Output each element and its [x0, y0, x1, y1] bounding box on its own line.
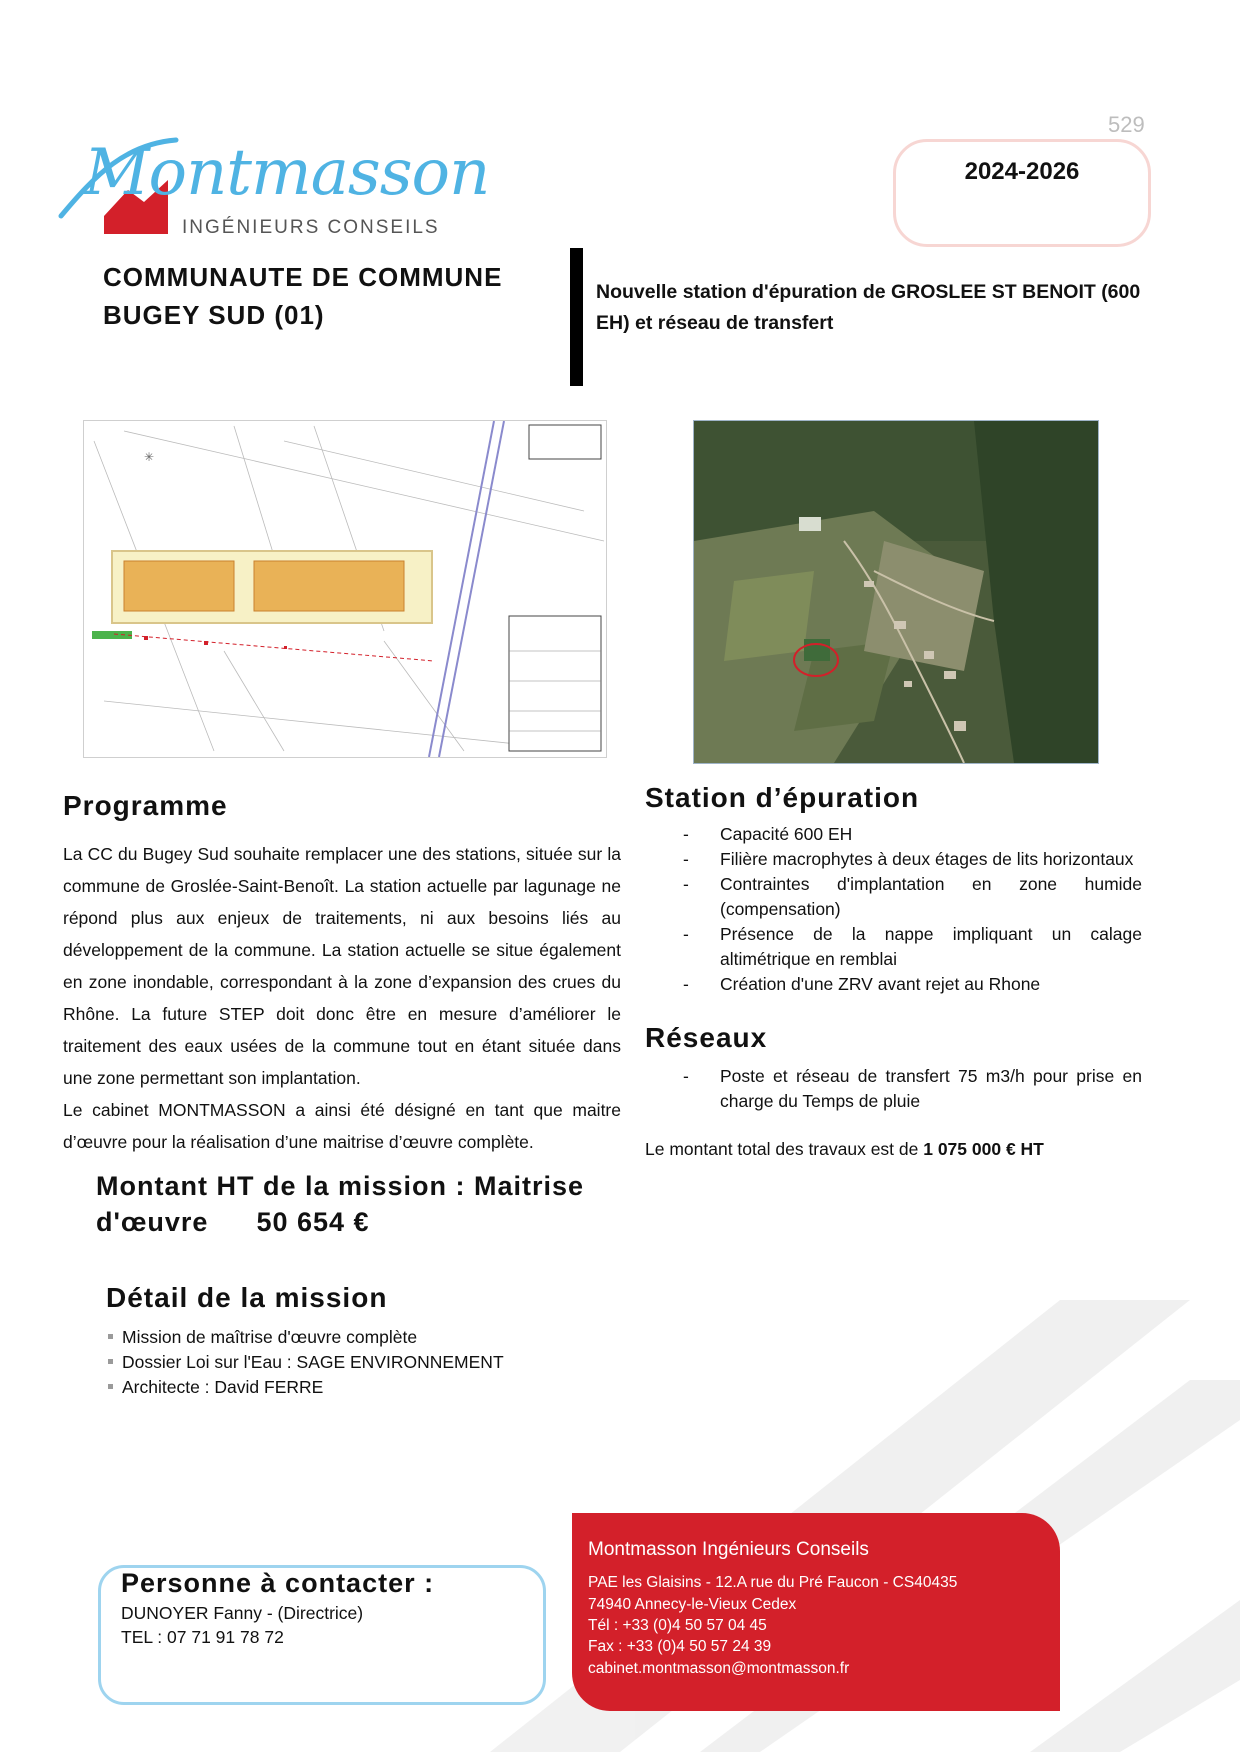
contact-title: Personne à contacter :: [121, 1568, 435, 1598]
detail-list: [108, 1325, 504, 1400]
list-item: - Poste et réseau de transfert 75 m3/h pour prise en charge du Temps de pluie: [645, 1064, 1142, 1114]
station-list: [645, 822, 1142, 997]
mission-amount-value: 50 654 €: [256, 1207, 370, 1237]
mission-amount-label: d'œuvre: [96, 1207, 209, 1237]
programme-text: [63, 838, 621, 1158]
client-name: [103, 258, 573, 334]
total-value: 1 075 000 € HT: [923, 1139, 1044, 1159]
separator-bar: [570, 248, 583, 386]
client-line-1: COMMUNAUTE DE COMMUNE: [103, 262, 503, 292]
footer-email[interactable]: cabinet.montmasson@montmasson.fr: [588, 1660, 850, 1677]
period-text: 2024-2026: [964, 158, 1080, 185]
montmasson-logo: [56, 134, 516, 244]
total-amount: [645, 1139, 1044, 1160]
reseaux-title: Réseaux: [645, 1022, 768, 1053]
list-item: - Contraintes d'implantation en zone humide (compensation): [645, 872, 1142, 922]
period-box: [893, 139, 1151, 247]
detail-title: Détail de la mission: [106, 1282, 388, 1313]
mission-amount-line-1: Montant HT de la mission : Maitrise: [96, 1171, 585, 1201]
list-item: - Capacité 600 EH: [645, 822, 1142, 847]
svg-text:✳: ✳: [144, 450, 155, 464]
project-title: Nouvelle station d'épuration de GROSLEE ST BENOIT (600 EH) et réseau de transfert: [596, 281, 1141, 334]
footer-address-1: PAE les Glaisins - 12.A rue du Pré Faucon - CS40435: [588, 1574, 958, 1591]
footer-address-2: 74940 Annecy-le-Vieux Cedex: [588, 1596, 797, 1613]
reseaux-list: [645, 1064, 1142, 1114]
programme-title: Programme: [63, 790, 228, 821]
station-title: Station d’épuration: [645, 782, 920, 813]
page-number: 529: [1108, 112, 1145, 137]
aerial-photo: [693, 420, 1099, 764]
client-line-2: BUGEY SUD (01): [103, 300, 325, 330]
svg-text:Montmasson: Montmasson: [84, 136, 490, 210]
contact-name: DUNOYER Fanny - (Directrice): [121, 1603, 364, 1623]
footer-phone: Tél : +33 (0)4 50 57 04 45: [588, 1617, 767, 1634]
list-item: - Filière macrophytes à deux étages de lits horizontaux: [645, 847, 1142, 872]
list-item: Dossier Loi sur l'Eau : SAGE ENVIRONNEMENT: [108, 1350, 504, 1375]
mission-amount: [96, 1168, 596, 1240]
programme-paragraph-1: La CC du Bugey Sud souhaite remplacer une des stations, située sur la commune de Groslée-Saint-Benoît. La station actuelle par lagunage ne répond plus aux enjeux de traitements, ni aux besoins liés au développement de la commune. La station actuelle se situe également en zone inondable, correspondant à la zone d’expansion des crues du Rhône. La future STEP doit donc être en mesure d’améliorer le traitement des eaux usées de la commune tout en étant située dans une zone permettant son implantation.: [63, 844, 621, 1088]
list-item: Mission de maîtrise d'œuvre complète: [108, 1325, 504, 1350]
site-plan-image: [83, 420, 607, 758]
footer-fax: Fax : +33 (0)4 50 57 24 39: [588, 1638, 772, 1655]
list-item: - Création d'une ZRV avant rejet au Rhone: [645, 972, 1142, 997]
logo-tagline: INGÉNIEURS CONSEILS: [182, 217, 440, 238]
total-label: Le montant total des travaux est de: [645, 1139, 924, 1159]
footer-company: Montmasson Ingénieurs Conseils: [588, 1539, 869, 1560]
contact-phone: TEL : 07 71 91 78 72: [121, 1627, 284, 1647]
list-item: - Présence de la nappe impliquant un calage altimétrique en remblai: [645, 922, 1142, 972]
programme-paragraph-2: Le cabinet MONTMASSON a ainsi été désigné en tant que maitre d’œuvre pour la réalisation d’une maitrise d’œuvre complète.: [63, 1100, 621, 1152]
list-item: Architecte : David FERRE: [108, 1375, 504, 1400]
